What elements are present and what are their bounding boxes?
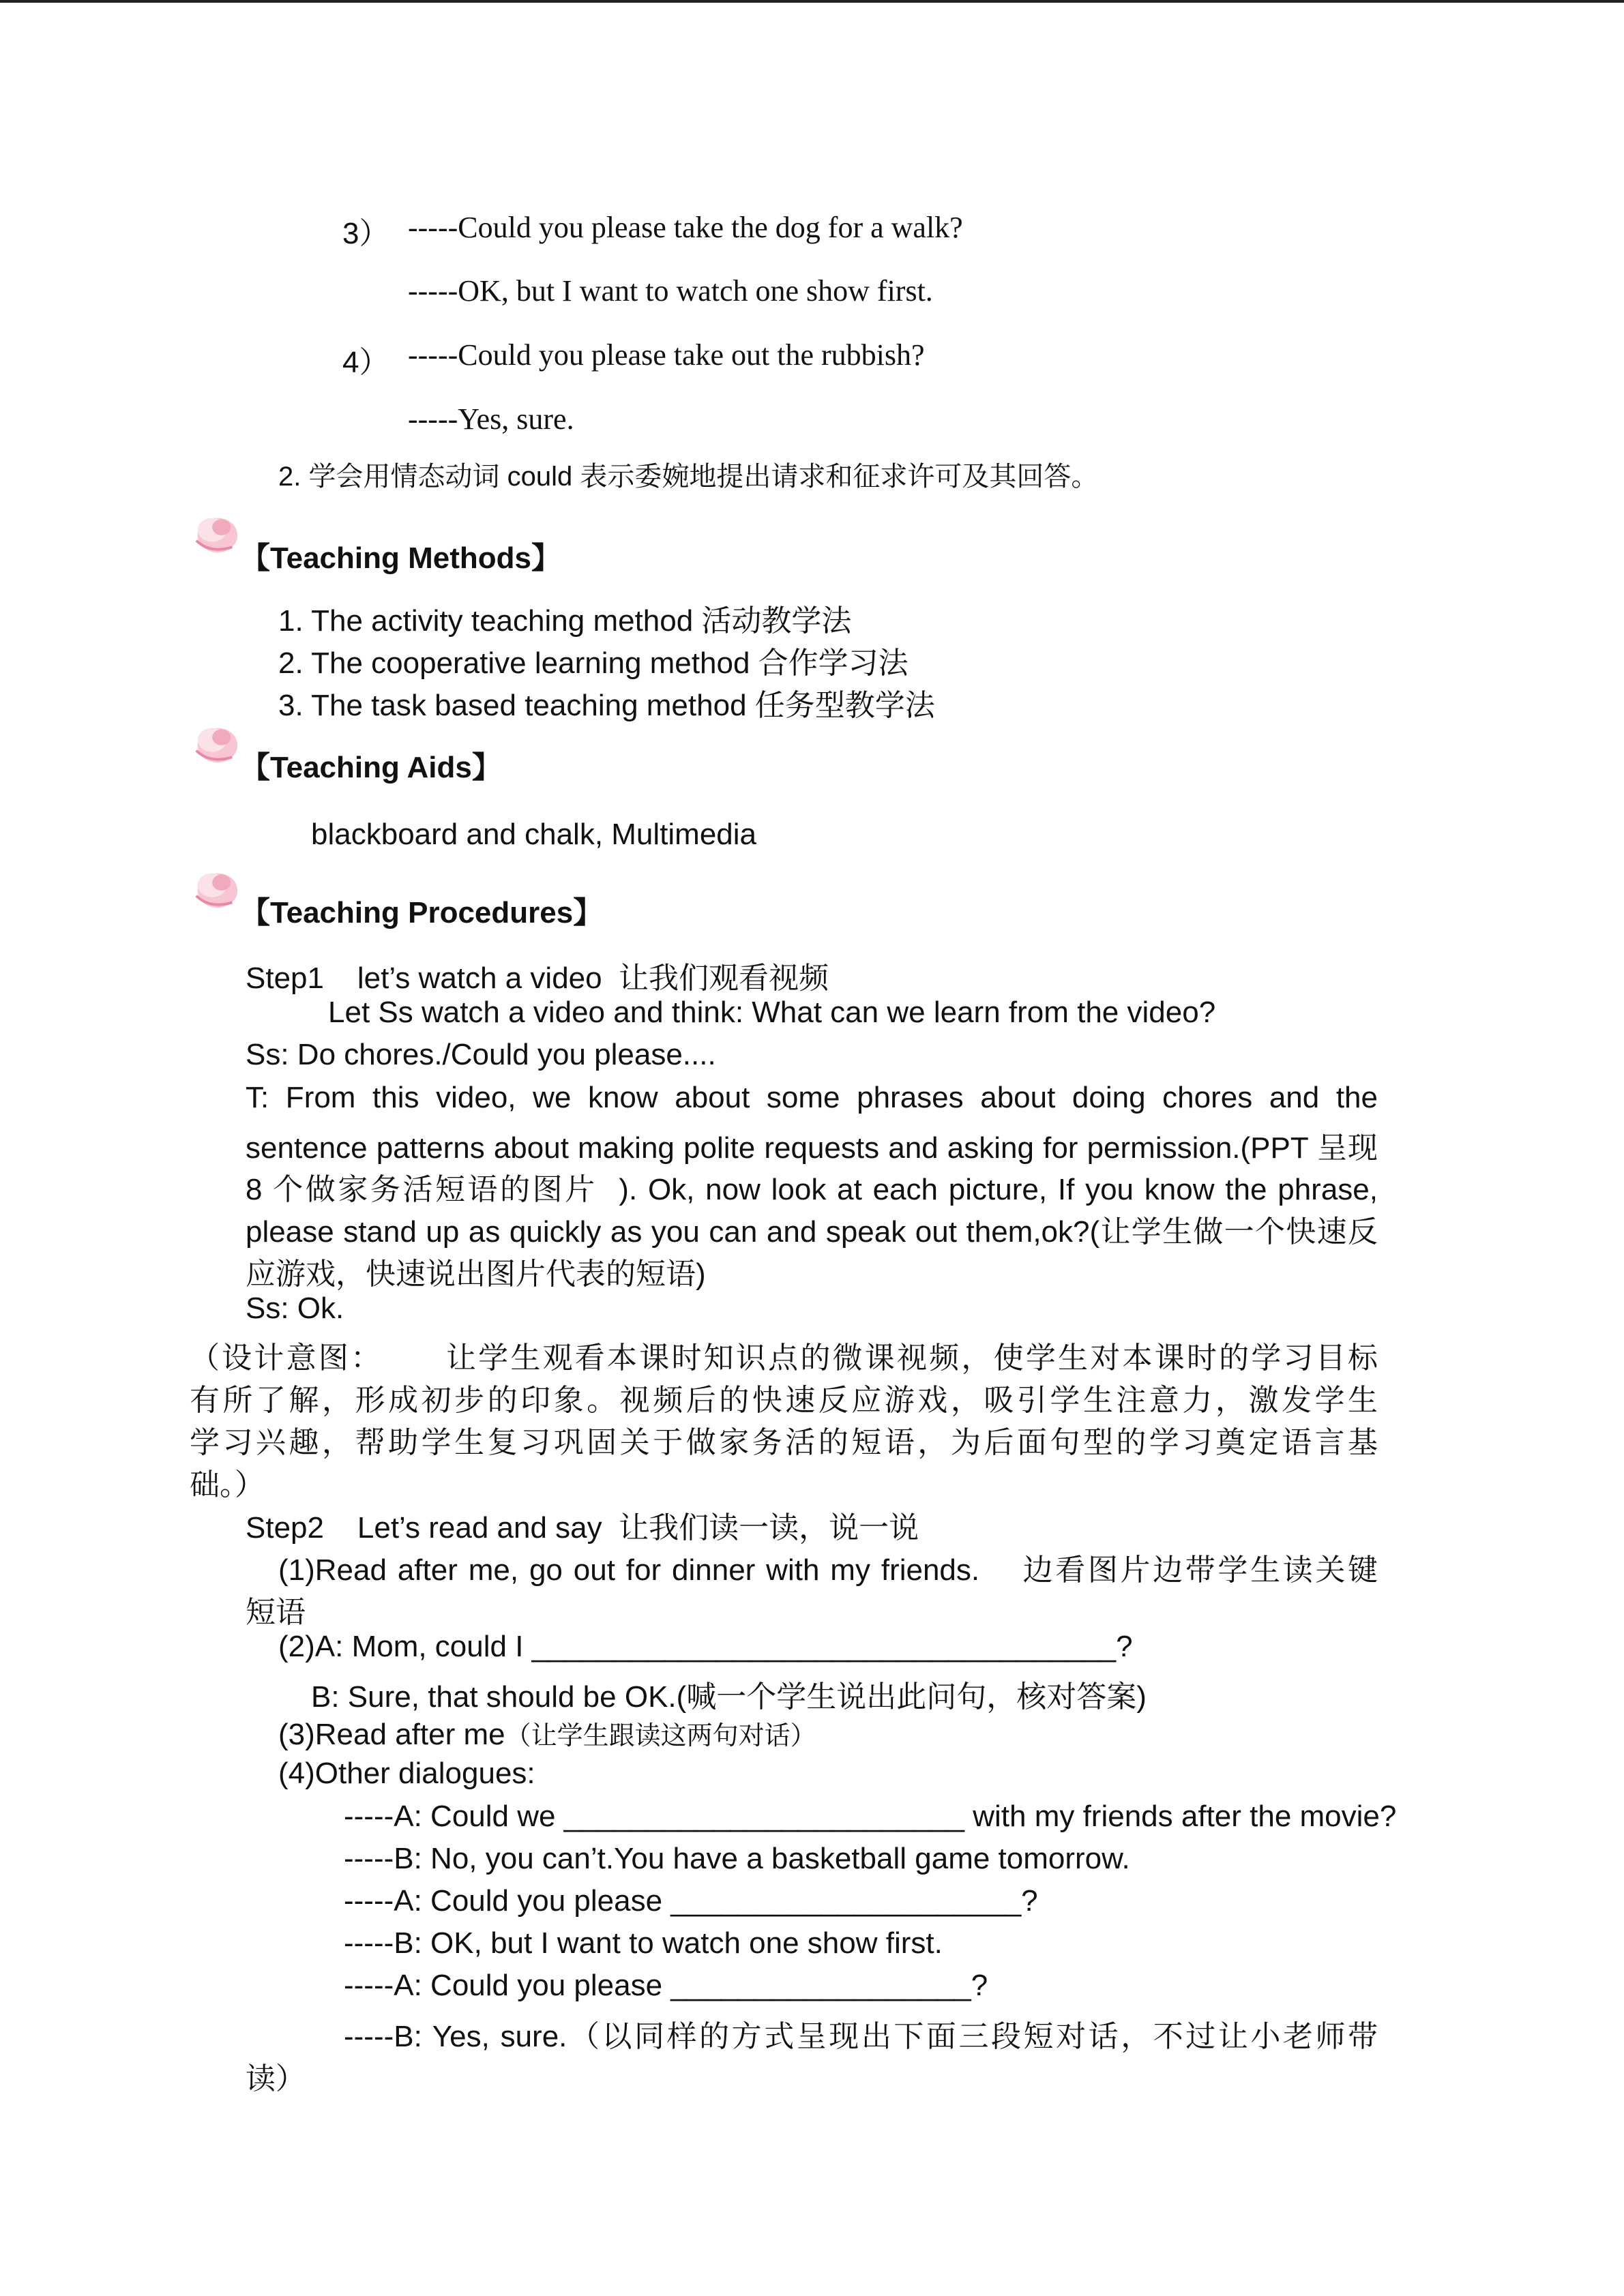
teaching-procedures-heading: 【Teaching Procedures】 — [240, 896, 604, 929]
method-item: 2. The cooperative learning method 合作学习法 — [278, 646, 909, 680]
dialogue-line: -----B: OK, but I want to watch one show first. — [344, 1926, 943, 1960]
flower-icon — [190, 717, 243, 768]
dialogue-3-answer: -----OK, but I want to watch one show first. — [408, 274, 933, 308]
step1-paragraph-line: 8 个做家务活短语的图片 ). Ok, now look at each picture, If you know the phrase, — [246, 1173, 1378, 1206]
dialogue-line: -----A: Could we ________________________ with my friends after the movie? — [344, 1800, 1397, 1833]
objective-2: 2. 学会用情态动词 could 表示委婉地提出请求和征求许可及其回答。 — [278, 462, 1099, 492]
dialogue-4-question: -----Could you please take out the rubbish? — [408, 338, 925, 372]
design-intent-line: 有所了解，形成初步的印象。视频后的快速反应游戏，吸引学生注意力，激发学生 — [190, 1384, 1378, 1417]
design-intent-line: （设计意图： 让学生观看本课时知识点的微课视频，使学生对本课时的学习目标 — [190, 1341, 1378, 1375]
dialogue-line: -----A: Could you please _____________________? — [344, 1884, 1038, 1918]
teaching-aids-text: blackboard and chalk, Multimedia — [311, 818, 757, 851]
step1-paragraph-line: 应游戏，快速说出图片代表的短语) — [246, 1257, 706, 1291]
flower-icon — [190, 507, 243, 558]
dialogue-line: -----B: No, you can’t.You have a basketball game tomorrow. — [344, 1842, 1130, 1875]
dialogue-number-3: 3） — [342, 217, 389, 250]
page-top-border — [0, 0, 1624, 3]
teaching-methods-heading: 【Teaching Methods】 — [240, 541, 561, 575]
step2-item-1-cont: 短语 — [246, 1596, 306, 1629]
step2-item-2: (2)A: Mom, could I ___________________________________? — [278, 1630, 1133, 1663]
step2-item-1: (1)Read after me, go out for dinner with my friends. 边看图片边带学生读关键 — [278, 1553, 1378, 1587]
design-intent-line: 础。） — [190, 1468, 265, 1502]
flower-icon — [190, 863, 243, 913]
step1-line2: Ss: Do chores./Could you please.... — [246, 1038, 716, 1071]
dialogue-line: -----B: Yes, sure.（以同样的方式呈现出下面三段短对话，不过让小老师带 — [344, 2020, 1378, 2053]
method-item: 1. The activity teaching method 活动教学法 — [278, 604, 852, 638]
design-intent-line: 学习兴趣，帮助学生复习巩固关于做家务活的短语，为后面句型的学习奠定语言基 — [190, 1426, 1378, 1459]
step2-item-3-cn: （让学生跟读这两句对话） — [505, 1722, 816, 1750]
dialogue-number-4: 4） — [342, 346, 389, 379]
dialogue-line-cont: 读） — [246, 2062, 306, 2096]
step2-item-3-en: (3)Read after me — [278, 1718, 505, 1751]
step1-title: Step1 let’s watch a video 让我们观看视频 — [246, 961, 829, 995]
step2-item-3 — [278, 1714, 816, 1752]
step2-title: Step2 Let’s read and say 让我们读一读，说一说 — [246, 1511, 919, 1545]
method-item: 3. The task based teaching method 任务型教学法 — [278, 689, 935, 722]
dialogue-4-answer: -----Yes, sure. — [408, 402, 574, 436]
step1-paragraph-line: sentence patterns about making polite requests and asking for permission.(PPT 呈现 — [246, 1131, 1378, 1165]
step1-paragraph-line: please stand up as quickly as you can and speak out them,ok?(让学生做一个快速反 — [246, 1215, 1378, 1249]
dialogue-3-question: -----Could you please take the dog for a walk? — [408, 211, 963, 244]
step2-item-4: (4)Other dialogues: — [278, 1757, 535, 1790]
step1-ss-ok: Ss: Ok. — [246, 1292, 344, 1325]
dialogue-line: -----A: Could you please __________________? — [344, 1969, 988, 2002]
step1-paragraph-line: T: From this video, we know about some phrases about doing chores and the — [246, 1081, 1378, 1114]
teaching-aids-heading: 【Teaching Aids】 — [240, 751, 502, 784]
step2-item-2-answer: B: Sure, that should be OK.(喊一个学生说出此问句，核对答案) — [311, 1680, 1147, 1714]
step1-line1: Let Ss watch a video and think: What can we learn from the video? — [328, 996, 1216, 1029]
